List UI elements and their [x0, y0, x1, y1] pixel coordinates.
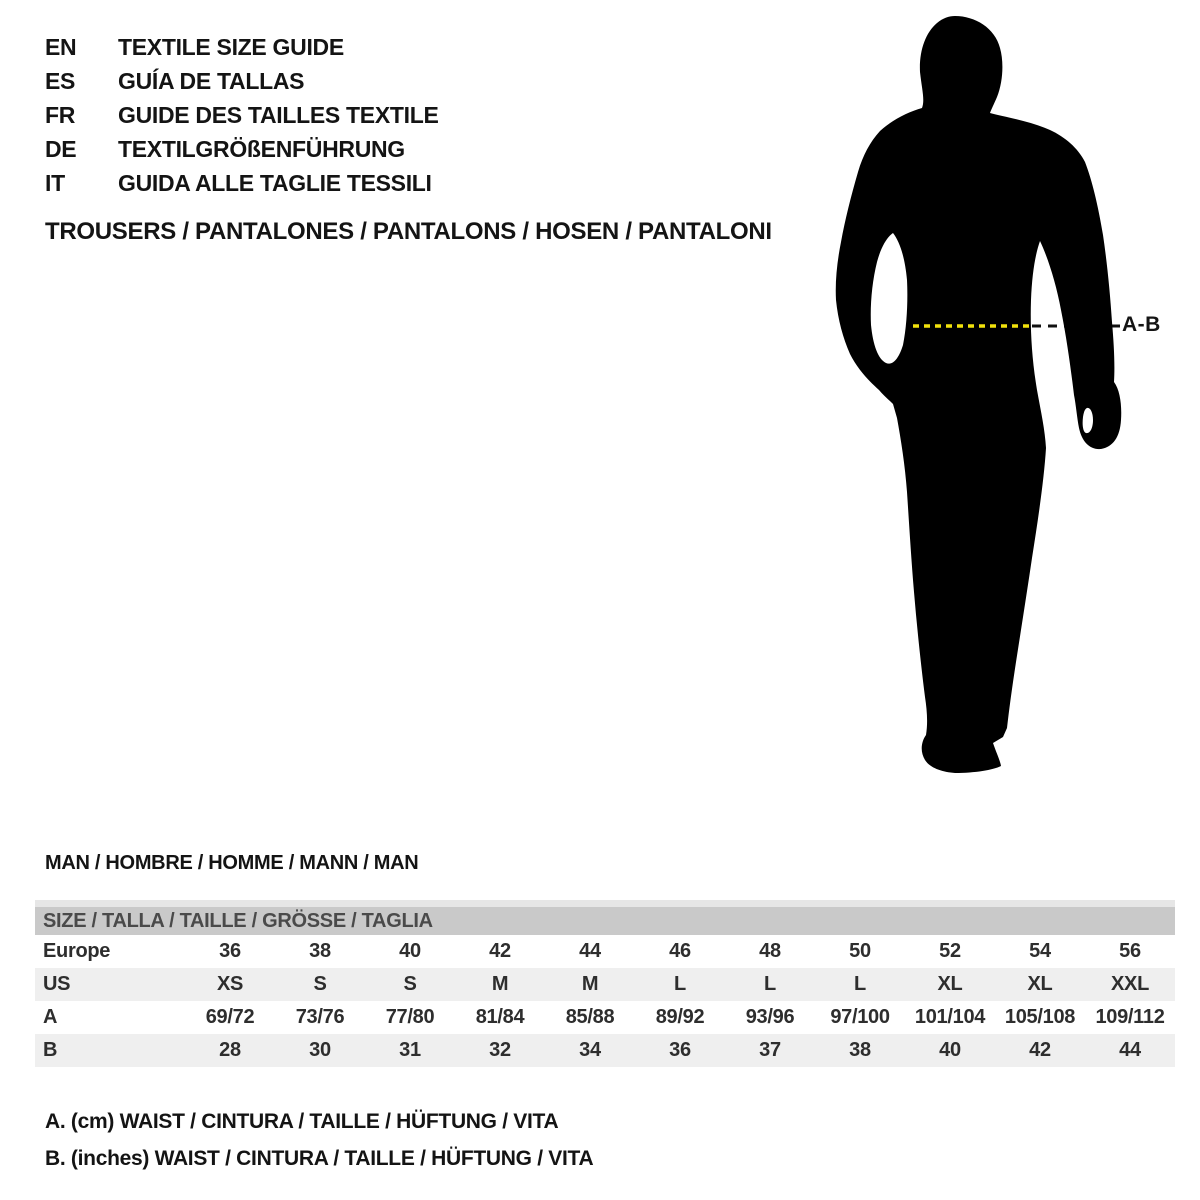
size-cell: 46 [669, 940, 691, 962]
man-silhouette [836, 16, 1122, 773]
size-cell: 54 [1029, 940, 1051, 962]
size-cell: M [491, 973, 509, 995]
language-row-en [45, 30, 439, 64]
language-row-fr [45, 98, 439, 132]
section-title: MAN / HOMBRE / HOMME / MANN / MAN [45, 851, 419, 874]
measure-label: A-B [1122, 313, 1161, 336]
size-cell: 89/92 [655, 1006, 705, 1028]
table-row-us [35, 968, 1175, 1001]
size-cell: 28 [219, 1039, 241, 1061]
size-table [35, 907, 1175, 1067]
size-cell: 85/88 [565, 1006, 615, 1028]
row-label: B [43, 1039, 58, 1061]
size-cell: 44 [579, 940, 601, 962]
language-row-de [45, 132, 439, 166]
language-label: GUIDA ALLE TAGLIE TESSILI [118, 169, 432, 196]
size-cell: 50 [849, 940, 871, 962]
size-cell: L [764, 973, 776, 995]
size-cell: 42 [1029, 1039, 1051, 1061]
language-code: IT [45, 169, 65, 196]
size-cell: 101/104 [914, 1006, 986, 1028]
language-label: GUÍA DE TALLAS [118, 67, 305, 94]
size-cell: 69/72 [205, 1006, 255, 1028]
size-table-header: SIZE / TALLA / TAILLE / GRÖSSE / TAGLIA [35, 907, 1175, 935]
size-cell: 40 [399, 940, 421, 962]
table-row-b-inches [35, 1034, 1175, 1067]
language-row-es [45, 64, 439, 98]
language-code: FR [45, 101, 76, 128]
language-list [45, 30, 439, 200]
size-cell: 31 [399, 1039, 421, 1061]
language-row-it [45, 166, 439, 200]
table-row-europe [35, 935, 1175, 968]
size-cell: 38 [849, 1039, 871, 1061]
size-cell: 37 [759, 1039, 781, 1061]
language-label: TEXTILE SIZE GUIDE [118, 33, 344, 60]
size-cell: 93/96 [745, 1006, 795, 1028]
size-cell: 105/108 [1004, 1006, 1076, 1028]
size-cell: S [403, 973, 417, 995]
row-label: US [43, 973, 71, 995]
size-cell: 56 [1119, 940, 1141, 962]
size-cell: 97/100 [830, 1006, 890, 1028]
language-code: EN [45, 33, 77, 60]
language-label: GUIDE DES TAILLES TEXTILE [118, 101, 439, 128]
size-cell: M [581, 973, 599, 995]
size-cell: L [854, 973, 866, 995]
size-cell: S [313, 973, 327, 995]
row-label: A [43, 1006, 58, 1028]
size-cell: 44 [1119, 1039, 1141, 1061]
size-cell: 40 [939, 1039, 961, 1061]
size-cell: 77/80 [385, 1006, 435, 1028]
size-cell: 81/84 [475, 1006, 525, 1028]
size-cell: 36 [669, 1039, 691, 1061]
size-cell: 32 [489, 1039, 511, 1061]
size-cell: 38 [309, 940, 331, 962]
size-cell: 36 [219, 940, 241, 962]
size-cell: 42 [489, 940, 511, 962]
row-label: Europe [43, 940, 111, 962]
note-a: A. (cm) WAIST / CINTURA / TAILLE / HÜFTUNG / VITA [45, 1109, 559, 1133]
measurement-notes [45, 1103, 593, 1177]
table-top-strip [35, 900, 1175, 907]
size-cell: XL [1027, 973, 1053, 995]
note-b: B. (inches) WAIST / CINTURA / TAILLE / HÜFTUNG / VITA [45, 1146, 594, 1170]
size-cell: 73/76 [295, 1006, 345, 1028]
size-cell: XXL [1111, 973, 1149, 995]
size-cell: 34 [579, 1039, 601, 1061]
garment-title: TROUSERS / PANTALONES / PANTALONS / HOSEN / PANTALONI [45, 218, 772, 245]
size-cell: 48 [759, 940, 781, 962]
language-label: TEXTILGRÖßENFÜHRUNG [118, 135, 405, 162]
size-cell: XS [216, 973, 244, 995]
language-code: ES [45, 67, 76, 94]
size-cell: 109/112 [1095, 1006, 1165, 1028]
size-cell: 30 [309, 1039, 331, 1061]
size-cell: L [674, 973, 686, 995]
table-row-a-cm [35, 1001, 1175, 1034]
language-code: DE [45, 135, 77, 162]
size-cell: XL [937, 973, 963, 995]
size-cell: 52 [939, 940, 961, 962]
